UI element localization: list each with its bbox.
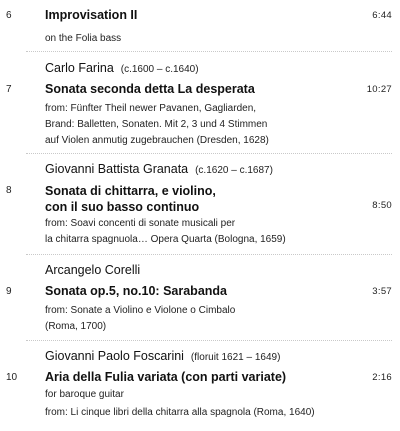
track-duration: 8:50 xyxy=(372,200,392,211)
track-number: 9 xyxy=(6,286,12,297)
track-source: from: Sonate a Violino e Violone o Cimbalo (Roma, 1700) xyxy=(45,305,236,332)
track-duration: 10:27 xyxy=(366,84,392,95)
track-duration: 6:44 xyxy=(372,10,392,21)
composer-name: Giovanni Battista Granata (c.1620 – c.1687) xyxy=(45,162,273,176)
track-title: Sonata seconda detta La desperata xyxy=(45,82,255,96)
divider xyxy=(26,153,392,154)
composer-name: Arcangelo Corelli xyxy=(45,263,141,277)
track-title: Sonata di chittarra, e violino, con il suo basso continuo xyxy=(45,184,216,214)
track-source: on the Folia bass xyxy=(45,33,122,44)
track-number: 8 xyxy=(6,185,12,196)
track-title: Sonata op.5, no.10: Sarabanda xyxy=(45,284,227,298)
track-source: from: Li cinque libri della chitarra alla spagnola (Roma, 1640) xyxy=(45,407,315,418)
track-source: from: Soavi concenti di sonate musicali per la chitarra spagnuola… Opera Quarta (Bologna, 1659) xyxy=(45,218,286,245)
track-number: 6 xyxy=(6,10,12,21)
divider xyxy=(26,51,392,52)
divider xyxy=(26,340,392,341)
composer-dates: (floruit 1621 – 1649) xyxy=(190,352,281,363)
track-title: Aria della Fulia variata (con parti variate) xyxy=(45,370,287,384)
composer-dates: (c.1600 – c.1640) xyxy=(120,64,199,75)
track-duration: 2:16 xyxy=(372,372,392,383)
track-number: 10 xyxy=(6,372,18,383)
divider xyxy=(26,254,392,255)
composer-dates: (c.1620 – c.1687) xyxy=(195,165,273,176)
track-number: 7 xyxy=(6,84,12,95)
composer-name: Giovanni Paolo Foscarini (floruit 1621 – 1649) xyxy=(45,349,281,363)
track-duration: 3:57 xyxy=(372,286,392,297)
track-title: Improvisation II xyxy=(45,8,138,22)
track-source: from: Fünfter Theil newer Pavanen, Gagliarden, Brand: Balletten, Sonaten. Mit 2, 3 und 4 Stimmen auf Violen anmutig zugebrauchen (Dresden, 1628) xyxy=(45,103,269,146)
composer-name: Carlo Farina (c.1600 – c.1640) xyxy=(45,61,199,75)
track-subtitle: for baroque guitar xyxy=(45,389,124,400)
